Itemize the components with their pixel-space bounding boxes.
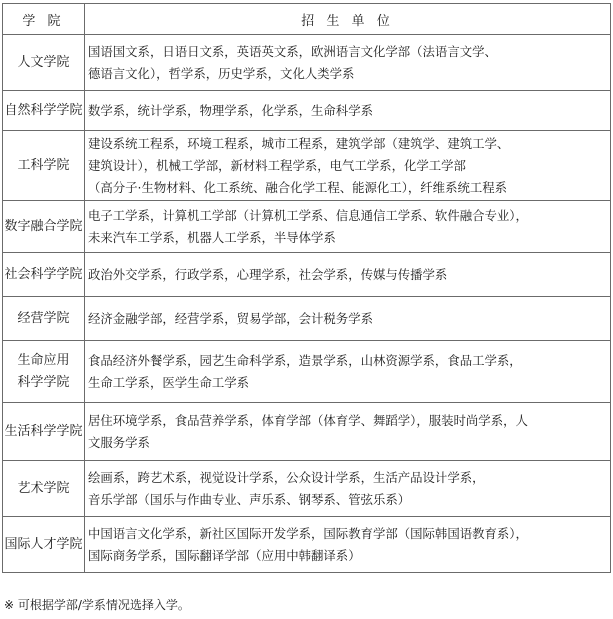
admission-units-table	[2, 3, 611, 573]
units-text: 国际商务学系，国际翻译学部（应用中韩翻译系）	[88, 547, 361, 563]
units-text: 政治外交学系，行政学系，心理学系，社会学系，传媒与传播学系	[88, 266, 448, 282]
college-name: 数字融合学院	[4, 218, 83, 234]
table-header-row	[3, 4, 611, 35]
college-cell	[3, 35, 85, 91]
footnote: ※ 可根据学部/学系情况选择入学。	[4, 598, 190, 612]
units-text: 德语言文化），哲学系，历史学系，文化人类学系	[88, 65, 355, 81]
units-text: 建设系统工程系，环境工程系，城市工程系，建筑学部（建筑学、建筑工学、	[88, 135, 510, 151]
table-row	[3, 201, 611, 253]
units-cell	[85, 131, 611, 201]
units-text: 国语国文系，日语日文系，英语英文系，欧洲语言文化学部（法语言文学、	[88, 43, 497, 59]
table-row	[3, 253, 611, 297]
table-row	[3, 461, 611, 517]
table-row	[3, 131, 611, 201]
college-cell	[3, 131, 85, 201]
college-cell	[3, 201, 85, 253]
college-cell	[3, 253, 85, 297]
college-name: 工科学院	[17, 157, 70, 173]
table-row	[3, 297, 611, 341]
college-name: 生活科学学院	[4, 423, 83, 439]
units-text: （高分子·生物材料、化工系统、融合化学工程、能源化工），纤维系统工程系	[88, 179, 508, 195]
column-header-college: 学 院	[3, 4, 85, 35]
units-cell	[85, 201, 611, 253]
units-text: 经济金融学部，经营学系，贸易学部，会计税务学系	[88, 310, 373, 326]
table-row	[3, 517, 611, 573]
college-cell	[3, 517, 85, 573]
units-cell	[85, 253, 611, 297]
college-cell	[3, 403, 85, 461]
table-row	[3, 35, 611, 91]
college-cell	[3, 91, 85, 131]
column-header-units: 招 生 单 位	[85, 4, 611, 35]
units-text: 文服务学系	[88, 434, 150, 450]
units-text: 中国语言文化学系，新社区国际开发学系，国际教育学部（国际韩国语教育系），	[88, 525, 528, 541]
college-name: 生命应用	[17, 352, 70, 368]
units-text: 未来汽车工学系，机器人工学系，半导体学系	[88, 229, 336, 245]
units-text: 生命工学系，医学生命工学系	[88, 374, 250, 390]
college-cell	[3, 461, 85, 517]
units-text: 建筑设计），机械工学部，新材料工程学系，电气工学系，化学工学部	[88, 157, 466, 173]
units-cell	[85, 91, 611, 131]
units-text: 电子工学系，计算机工学部（计算机工学系、信息通信工学系、软件融合专业），	[88, 207, 528, 223]
college-name: 社会科学学院	[4, 266, 83, 282]
units-cell	[85, 341, 611, 403]
college-name: 科学学院	[17, 374, 70, 390]
units-text: 数学系，统计学系，物理学系，化学系，生命科学系	[88, 102, 373, 118]
units-cell	[85, 35, 611, 91]
college-name: 经营学院	[17, 310, 70, 326]
units-text: 绘画系，跨艺术系，视觉设计学系，公众设计学系，生活产品设计学系，	[88, 469, 485, 485]
units-cell	[85, 461, 611, 517]
units-text: 居住环境学系，食品营养学系，体育学部（体育学、舞蹈学），服装时尚学系，人	[88, 412, 528, 428]
table-row	[3, 91, 611, 131]
college-name: 人文学院	[17, 54, 70, 70]
units-cell	[85, 297, 611, 341]
units-text: 音乐学部（国乐与作曲专业、声乐系、钢琴系、管弦乐系）	[88, 491, 411, 507]
table-row	[3, 341, 611, 403]
college-name: 艺术学院	[17, 480, 70, 496]
college-cell	[3, 297, 85, 341]
units-text: 食品经济外餐学系，园艺生命科学系，造景学系，山林资源学系，食品工学系，	[88, 352, 522, 368]
college-name: 自然科学学院	[4, 102, 83, 118]
units-cell	[85, 517, 611, 573]
units-cell	[85, 403, 611, 461]
table-row	[3, 403, 611, 461]
college-name: 国际人才学院	[4, 536, 83, 552]
college-cell	[3, 341, 85, 403]
